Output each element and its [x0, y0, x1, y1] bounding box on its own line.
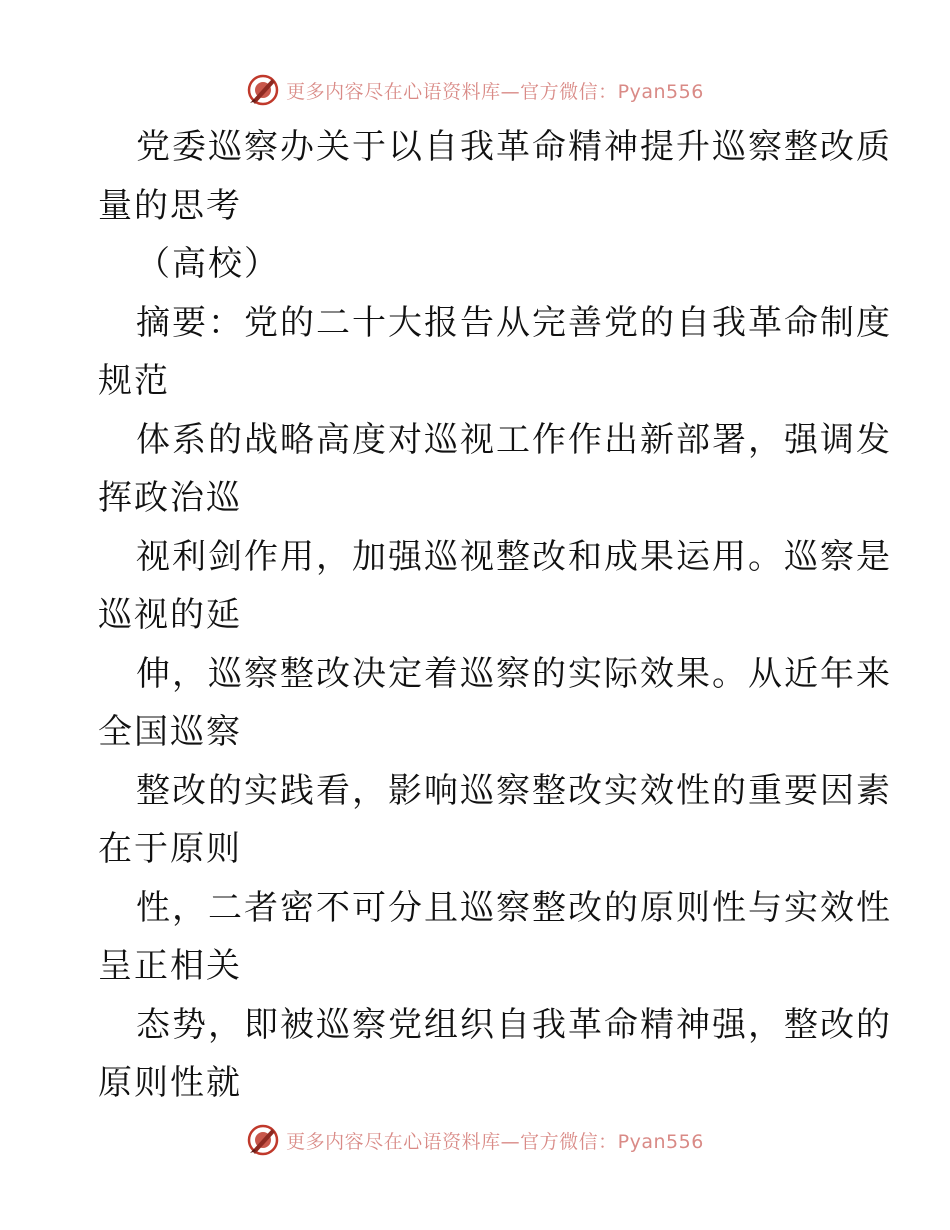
- text-line: 量的思考: [98, 185, 242, 226]
- text-line: 体系的战略高度对巡视工作作出新部署，强调发: [136, 419, 892, 460]
- text-line: 党委巡察办关于以自我革命精神提升巡察整改质: [136, 127, 892, 167]
- text-line: 挥政治巡: [98, 478, 242, 518]
- text-line: 规范: [98, 361, 170, 401]
- pen-seal-icon: [246, 73, 280, 107]
- text-line: 在于原则: [98, 829, 242, 869]
- text-line: （高校）: [136, 244, 280, 284]
- watermark-text: 更多内容尽在心语资料库—官方微信：Pyan556: [286, 1130, 704, 1153]
- text-line: 摘要：党的二十大报告从完善党的自我革命制度: [136, 302, 892, 343]
- text-line: 态势，即被巡察党组织自我革命精神强，整改的: [136, 1004, 892, 1045]
- text-line: 性，二者密不可分且巡察整改的原则性与实效性: [136, 887, 892, 928]
- text-line: 伸，巡察整改决定着巡察的实际效果。从近年来: [136, 653, 892, 694]
- text-line: 呈正相关: [98, 946, 242, 986]
- text-line: 视利剑作用，加强巡视整改和成果运用。巡察是: [136, 536, 892, 577]
- footer-watermark: [0, 1120, 950, 1160]
- text-line: 原则性就: [98, 1063, 242, 1103]
- text-line: 全国巡察: [98, 712, 242, 752]
- text-line: 巡视的延: [98, 595, 242, 635]
- header-watermark: [0, 70, 950, 110]
- document-body: [98, 118, 892, 1113]
- pen-seal-icon: [246, 1123, 280, 1157]
- watermark-text: 更多内容尽在心语资料库—官方微信：Pyan556: [286, 80, 704, 103]
- text-line: 整改的实践看，影响巡察整改实效性的重要因素: [136, 770, 892, 811]
